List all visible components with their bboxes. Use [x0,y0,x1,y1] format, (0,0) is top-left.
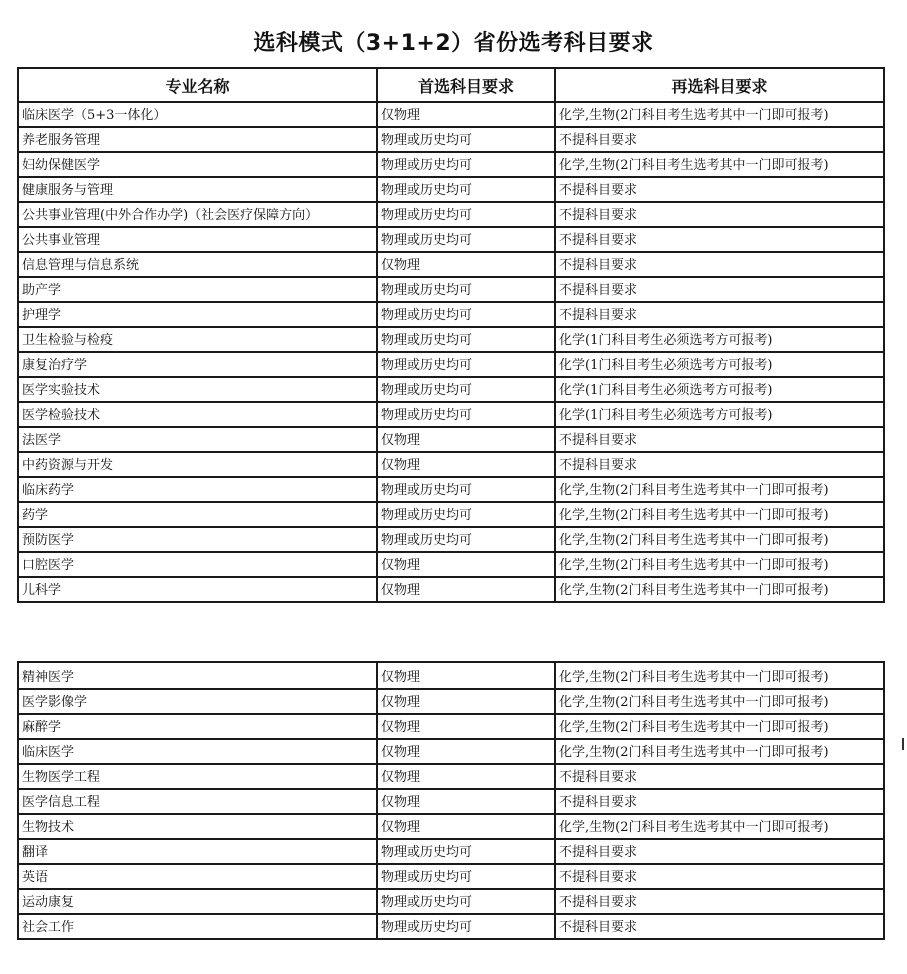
cell-major-name: 运动康复 [18,889,377,914]
cell-second-choice-subject: 不提科目要求 [555,789,884,814]
table-row [18,177,884,202]
cell-first-choice-subject: 仅物理 [377,452,555,477]
table-row [18,477,884,502]
cell-major-name: 妇幼保健医学 [18,152,377,177]
cell-second-choice-subject: 化学(1门科目考生必须选考方可报考) [555,377,884,402]
cell-first-choice-subject: 仅物理 [377,789,555,814]
cell-first-choice-subject: 物理或历史均可 [377,277,555,302]
table-row [18,577,884,602]
cell-major-name: 社会工作 [18,914,377,939]
cell-second-choice-subject: 化学,生物(2门科目考生选考其中一门即可报考) [555,577,884,602]
cell-first-choice-subject: 仅物理 [377,102,555,127]
header-major-name: 专业名称 [18,68,377,102]
cell-second-choice-subject: 不提科目要求 [555,277,884,302]
cell-first-choice-subject: 物理或历史均可 [377,352,555,377]
table-row [18,452,884,477]
table-row [18,764,884,789]
cell-second-choice-subject: 不提科目要求 [555,202,884,227]
requirements-table-part-1 [17,67,885,603]
table-row [18,277,884,302]
table-row [18,714,884,739]
cell-second-choice-subject: 不提科目要求 [555,227,884,252]
cell-major-name: 预防医学 [18,527,377,552]
table-row [18,889,884,914]
cell-first-choice-subject: 物理或历史均可 [377,302,555,327]
cell-second-choice-subject: 化学(1门科目考生必须选考方可报考) [555,352,884,377]
cell-major-name: 口腔医学 [18,552,377,577]
table-body-part-1 [18,102,884,602]
table-row [18,352,884,377]
cell-major-name: 医学信息工程 [18,789,377,814]
requirements-table-part-2 [17,661,885,940]
cell-second-choice-subject: 不提科目要求 [555,889,884,914]
cell-second-choice-subject: 不提科目要求 [555,452,884,477]
cell-major-name: 康复治疗学 [18,352,377,377]
cell-first-choice-subject: 仅物理 [377,662,555,689]
table-row [18,302,884,327]
cell-major-name: 助产学 [18,277,377,302]
table-row [18,739,884,764]
edge-mark [902,738,904,750]
table-row [18,402,884,427]
cell-first-choice-subject: 仅物理 [377,427,555,452]
table-row [18,327,884,352]
cell-major-name: 精神医学 [18,662,377,689]
cell-second-choice-subject: 化学,生物(2门科目考生选考其中一门即可报考) [555,527,884,552]
table-row [18,102,884,127]
cell-major-name: 临床医学（5+3一体化） [18,102,377,127]
cell-second-choice-subject: 化学,生物(2门科目考生选考其中一门即可报考) [555,552,884,577]
cell-first-choice-subject: 仅物理 [377,689,555,714]
table-row [18,502,884,527]
cell-second-choice-subject: 不提科目要求 [555,252,884,277]
cell-first-choice-subject: 仅物理 [377,577,555,602]
cell-first-choice-subject: 物理或历史均可 [377,527,555,552]
cell-major-name: 公共事业管理(中外合作办学)（社会医疗保障方向） [18,202,377,227]
cell-major-name: 生物技术 [18,814,377,839]
cell-first-choice-subject: 物理或历史均可 [377,152,555,177]
table-row [18,527,884,552]
cell-major-name: 信息管理与信息系统 [18,252,377,277]
cell-first-choice-subject: 仅物理 [377,764,555,789]
table-header-row [18,68,884,102]
cell-second-choice-subject: 不提科目要求 [555,839,884,864]
cell-major-name: 医学影像学 [18,689,377,714]
cell-first-choice-subject: 物理或历史均可 [377,227,555,252]
header-second-choice-subject: 再选科目要求 [555,68,884,102]
cell-first-choice-subject: 仅物理 [377,814,555,839]
page-title: 选科模式（3+1+2）省份选考科目要求 [253,31,654,56]
cell-major-name: 生物医学工程 [18,764,377,789]
cell-major-name: 临床医学 [18,739,377,764]
table-row [18,839,884,864]
table-row [18,127,884,152]
cell-major-name: 卫生检验与检疫 [18,327,377,352]
cell-major-name: 药学 [18,502,377,527]
table-row [18,552,884,577]
cell-first-choice-subject: 物理或历史均可 [377,477,555,502]
cell-major-name: 中药资源与开发 [18,452,377,477]
table-row [18,864,884,889]
cell-second-choice-subject: 化学,生物(2门科目考生选考其中一门即可报考) [555,662,884,689]
cell-first-choice-subject: 物理或历史均可 [377,864,555,889]
cell-first-choice-subject: 物理或历史均可 [377,202,555,227]
cell-major-name: 临床药学 [18,477,377,502]
cell-major-name: 英语 [18,864,377,889]
cell-second-choice-subject: 化学,生物(2门科目考生选考其中一门即可报考) [555,689,884,714]
cell-first-choice-subject: 物理或历史均可 [377,402,555,427]
cell-major-name: 翻译 [18,839,377,864]
cell-second-choice-subject: 化学,生物(2门科目考生选考其中一门即可报考) [555,477,884,502]
cell-first-choice-subject: 仅物理 [377,552,555,577]
cell-first-choice-subject: 物理或历史均可 [377,889,555,914]
cell-first-choice-subject: 物理或历史均可 [377,839,555,864]
table-row [18,252,884,277]
cell-first-choice-subject: 物理或历史均可 [377,327,555,352]
cell-second-choice-subject: 化学,生物(2门科目考生选考其中一门即可报考) [555,814,884,839]
cell-second-choice-subject: 不提科目要求 [555,914,884,939]
cell-major-name: 医学检验技术 [18,402,377,427]
cell-second-choice-subject: 不提科目要求 [555,127,884,152]
cell-first-choice-subject: 仅物理 [377,714,555,739]
table-row [18,689,884,714]
table-row [18,662,884,689]
header-first-choice-subject: 首选科目要求 [377,68,555,102]
cell-first-choice-subject: 仅物理 [377,252,555,277]
table-row [18,152,884,177]
cell-first-choice-subject: 仅物理 [377,739,555,764]
cell-second-choice-subject: 化学,生物(2门科目考生选考其中一门即可报考) [555,102,884,127]
cell-major-name: 医学实验技术 [18,377,377,402]
cell-second-choice-subject: 不提科目要求 [555,764,884,789]
cell-first-choice-subject: 物理或历史均可 [377,377,555,402]
cell-second-choice-subject: 不提科目要求 [555,302,884,327]
cell-major-name: 养老服务管理 [18,127,377,152]
table-body-part-2 [18,662,884,939]
cell-second-choice-subject: 化学,生物(2门科目考生选考其中一门即可报考) [555,152,884,177]
cell-second-choice-subject: 化学,生物(2门科目考生选考其中一门即可报考) [555,739,884,764]
table-row [18,427,884,452]
cell-major-name: 儿科学 [18,577,377,602]
table-row [18,814,884,839]
cell-first-choice-subject: 物理或历史均可 [377,502,555,527]
table-row [18,377,884,402]
cell-major-name: 健康服务与管理 [18,177,377,202]
cell-first-choice-subject: 物理或历史均可 [377,914,555,939]
table-row [18,914,884,939]
cell-second-choice-subject: 化学(1门科目考生必须选考方可报考) [555,327,884,352]
cell-major-name: 法医学 [18,427,377,452]
cell-first-choice-subject: 物理或历史均可 [377,177,555,202]
cell-major-name: 公共事业管理 [18,227,377,252]
cell-second-choice-subject: 化学,生物(2门科目考生选考其中一门即可报考) [555,714,884,739]
cell-second-choice-subject: 化学,生物(2门科目考生选考其中一门即可报考) [555,502,884,527]
table-row [18,789,884,814]
cell-major-name: 护理学 [18,302,377,327]
cell-second-choice-subject: 不提科目要求 [555,427,884,452]
cell-first-choice-subject: 物理或历史均可 [377,127,555,152]
cell-second-choice-subject: 不提科目要求 [555,177,884,202]
cell-major-name: 麻醉学 [18,714,377,739]
table-row [18,202,884,227]
table-row [18,227,884,252]
cell-second-choice-subject: 化学(1门科目考生必须选考方可报考) [555,402,884,427]
cell-second-choice-subject: 不提科目要求 [555,864,884,889]
